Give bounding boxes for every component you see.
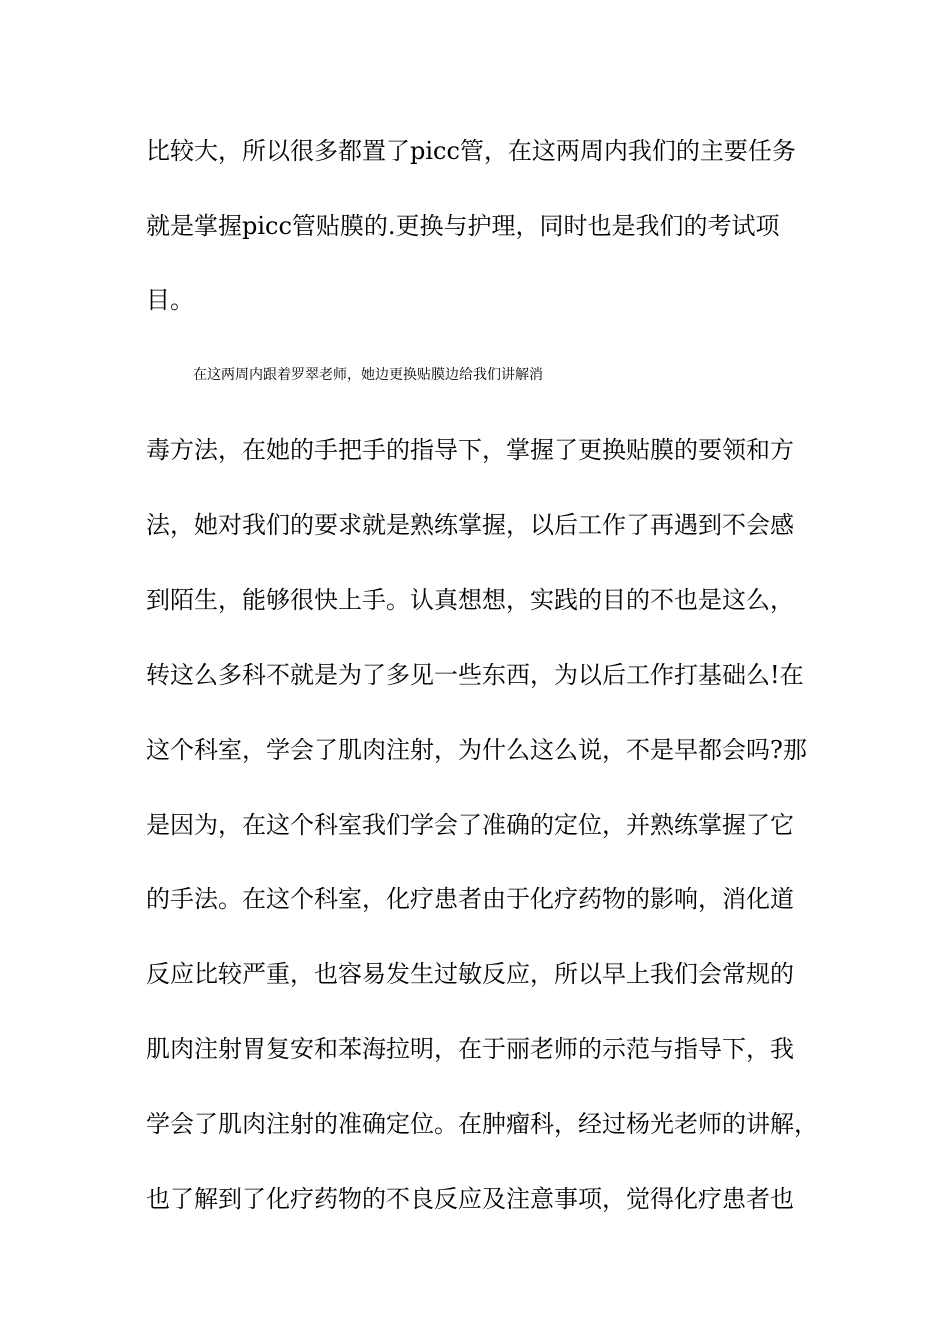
text-line: 就是掌握picc管贴膜的.更换与护理，同时也是我们的考试项 [146,212,780,240]
text-line: 的手法。在这个科室，化疗患者由于化疗药物的影响，消化道 [146,885,794,913]
paragraph-first-line: 在这两周内跟着罗翠老师，她边更换贴膜边给我们讲解消 [193,367,543,383]
text-line: 到陌生，能够很快上手。认真想想，实践的目的不也是这么， [146,586,794,614]
text-line: 反应比较严重，也容易发生过敏反应，所以早上我们会常规的 [146,960,794,988]
text-line: 这个科室，学会了肌肉注射，为什么这么说，不是早都会吗?那 [146,736,807,764]
text-line: 也了解到了化疗药物的不良反应及注意事项，觉得化疗患者也 [146,1185,794,1213]
text-line: 比较大，所以很多都置了picc管，在这两周内我们的主要任务 [146,137,796,165]
text-line: 法，她对我们的要求就是熟练掌握，以后工作了再遇到不会感 [146,511,794,539]
text-line: 是因为，在这个科室我们学会了准确的定位，并熟练掌握了它 [146,811,794,839]
text-line: 目。 [146,286,194,314]
text-line: 毒方法，在她的手把手的指导下，掌握了更换贴膜的要领和方 [146,436,794,464]
text-line: 学会了肌肉注射的准确定位。在肿瘤科，经过杨光老师的讲解， [146,1110,818,1138]
text-line: 转这么多科不就是为了多见一些东西，为以后工作打基础么!在 [146,661,804,689]
text-line: 肌肉注射胃复安和苯海拉明，在于丽老师的示范与指导下，我 [146,1035,794,1063]
